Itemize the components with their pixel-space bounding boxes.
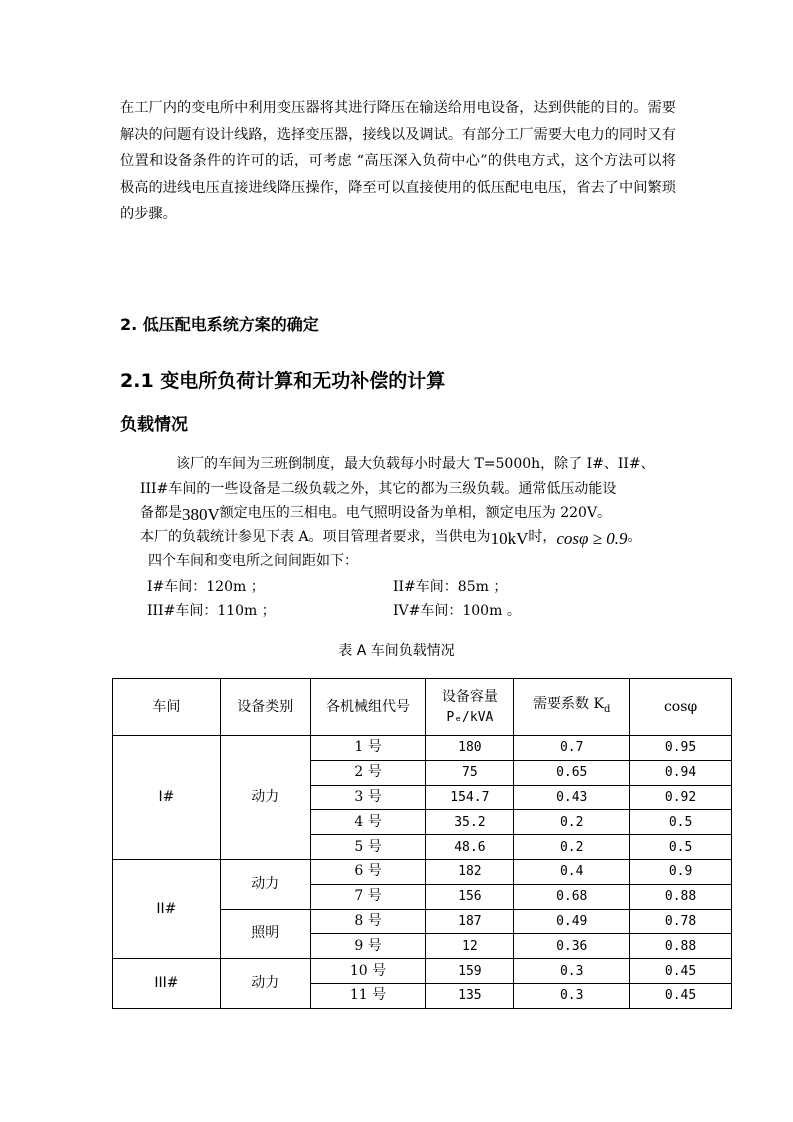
- subsection-heading: 2.1 变电所负荷计算和无功补偿的计算: [120, 370, 446, 392]
- table-caption: 表 A 车间负载情况: [338, 643, 455, 659]
- unit-cell: 11 号: [310, 983, 426, 1008]
- kd-cell: 0.3: [514, 959, 630, 984]
- body-line-2: III#车间的一些设备是二级负载之外，其它的都为三级负载。通常低压动能设: [140, 481, 617, 497]
- workshop-cell: III#: [113, 959, 221, 1009]
- subsubsection-heading: 负载情况: [120, 415, 188, 435]
- cos-cell: 0.88: [630, 884, 732, 909]
- kd-cell: 0.2: [514, 835, 630, 860]
- body-line-1: 该厂的车间为三班倒制度，最大负载每小时最大 T=5000h，除了 I#、II#、: [176, 456, 655, 472]
- capacity-cell: 12: [426, 934, 514, 959]
- distance-1: I#车间：120m ；: [147, 579, 265, 595]
- cos-cell: 0.95: [630, 736, 732, 761]
- body-line-3a: 备都是: [140, 505, 182, 521]
- category-cell: 动力: [220, 859, 310, 909]
- capacity-cell: 48.6: [426, 835, 514, 860]
- unit-cell: 1 号: [310, 736, 426, 761]
- unit-cell: 9 号: [310, 934, 426, 959]
- cos-cell: 0.92: [630, 785, 732, 810]
- unit-cell: 7 号: [310, 884, 426, 909]
- load-table: [112, 678, 732, 1009]
- section-heading: 2. 低压配电系统方案的确定: [120, 315, 319, 334]
- distance-2: II#车间：85m ；: [393, 579, 508, 595]
- cos-cell: 0.88: [630, 934, 732, 959]
- kd-cell: 0.4: [514, 859, 630, 884]
- distance-3: III#车间：110m ；: [147, 603, 276, 619]
- cos-cell: 0.5: [630, 835, 732, 860]
- body-line-4: [140, 526, 642, 549]
- kd-cell: 0.43: [514, 785, 630, 810]
- header-category: 设备类别: [220, 679, 310, 736]
- capacity-cell: 35.2: [426, 810, 514, 835]
- voltage-10kv: 10kV: [490, 529, 529, 548]
- table-header-row: [113, 679, 732, 736]
- cos-cell: 0.94: [630, 760, 732, 785]
- cos-cell: 0.45: [630, 959, 732, 984]
- table-row: [113, 859, 732, 884]
- header-capacity: [426, 679, 514, 736]
- unit-cell: 8 号: [310, 909, 426, 934]
- unit-cell: 2 号: [310, 760, 426, 785]
- header-capacity-label: 设备容量: [441, 688, 498, 705]
- category-cell: 动力: [220, 736, 310, 860]
- body-line-3b: 额定电压的三相电。电气照明设备为单相，额定电压为 220V。: [219, 505, 612, 521]
- capacity-cell: 135: [426, 983, 514, 1008]
- power-factor-condition: cosφ ≥ 0.9: [556, 529, 628, 548]
- body-line-4d: 。: [627, 529, 642, 545]
- kd-cell: 0.3: [514, 983, 630, 1008]
- header-workshop: 车间: [113, 679, 221, 736]
- capacity-cell: 159: [426, 959, 514, 984]
- table-row: [113, 736, 732, 761]
- unit-cell: 10 号: [310, 959, 426, 984]
- kd-cell: 0.65: [514, 760, 630, 785]
- cos-cell: 0.5: [630, 810, 732, 835]
- cos-cell: 0.78: [630, 909, 732, 934]
- category-cell: 照明: [220, 909, 310, 959]
- capacity-cell: 156: [426, 884, 514, 909]
- capacity-cell: 180: [426, 736, 514, 761]
- cos-cell: 0.45: [630, 983, 732, 1008]
- unit-cell: 3 号: [310, 785, 426, 810]
- table-row: [113, 959, 732, 984]
- header-capacity-unit: Pₑ/kVA: [446, 709, 494, 725]
- unit-cell: 4 号: [310, 810, 426, 835]
- kd-cell: 0.49: [514, 909, 630, 934]
- workshop-cell: II#: [113, 859, 221, 958]
- category-cell: 动力: [220, 959, 310, 1009]
- header-cos: cosφ: [630, 679, 732, 736]
- body-line-4b: 时，: [528, 529, 557, 545]
- capacity-cell: 187: [426, 909, 514, 934]
- voltage-380: 380V: [182, 505, 220, 524]
- capacity-cell: 75: [426, 760, 514, 785]
- unit-cell: 5 号: [310, 835, 426, 860]
- kd-cell: 0.2: [514, 810, 630, 835]
- body-line-4a: 本厂的负载统计参见下表 A。项目管理者要求，当供电为: [140, 529, 491, 545]
- cos-cell: 0.9: [630, 859, 732, 884]
- header-unit: 各机械组代号: [310, 679, 426, 736]
- distance-4: IV#车间：100m 。: [393, 603, 521, 619]
- capacity-cell: 154.7: [426, 785, 514, 810]
- kd-cell: 0.36: [514, 934, 630, 959]
- header-kd: [514, 679, 630, 736]
- workshop-cell: I#: [113, 736, 221, 860]
- header-kd-label: 需要系数 K: [533, 696, 604, 713]
- body-line-3: [140, 502, 611, 525]
- unit-cell: 6 号: [310, 859, 426, 884]
- capacity-cell: 182: [426, 859, 514, 884]
- body-line-5: 四个车间和变电所之间间距如下：: [148, 553, 358, 569]
- intro-paragraph: 在工厂内的变电所中利用变压器将其进行降压在输送给用电设备，达到供能的目的。需要解决的问题有设计线路，选择变压器，接线以及调试。有部分工厂需要大电力的同时又有位置和设备条件的许可的话，可考虑 “高压深入负荷中心”的供电方式，这个方法可以将极高的进线电压直接进线降压操作，降至可以直接使用的低压配电电压，省去了中间繁琐的步骤。: [120, 100, 676, 222]
- kd-cell: 0.7: [514, 736, 630, 761]
- kd-cell: 0.68: [514, 884, 630, 909]
- header-kd-sub: d: [603, 703, 611, 715]
